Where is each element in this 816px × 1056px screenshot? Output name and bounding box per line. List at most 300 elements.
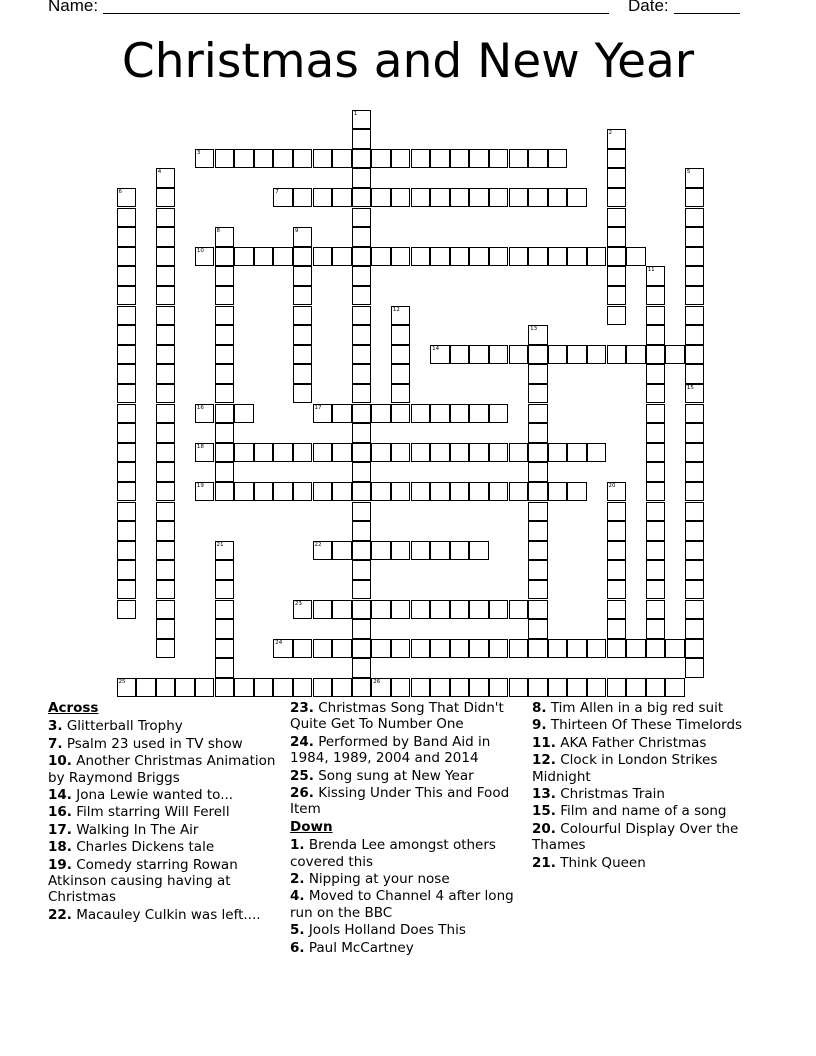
grid-cell[interactable] xyxy=(215,619,235,639)
grid-cell[interactable] xyxy=(685,384,705,404)
grid-cell[interactable] xyxy=(411,247,431,267)
grid-cell[interactable] xyxy=(646,678,666,698)
grid-cell[interactable] xyxy=(685,521,705,541)
grid-cell[interactable] xyxy=(156,600,176,620)
grid-cell[interactable] xyxy=(352,639,372,659)
grid-cell[interactable] xyxy=(156,247,176,267)
grid-cell[interactable] xyxy=(117,580,137,600)
grid-cell[interactable] xyxy=(450,600,470,620)
grid-cell[interactable] xyxy=(352,286,372,306)
grid-cell[interactable] xyxy=(234,247,254,267)
grid-cell[interactable] xyxy=(215,364,235,384)
grid-cell[interactable] xyxy=(352,227,372,247)
grid-cell[interactable] xyxy=(685,364,705,384)
grid-cell[interactable] xyxy=(195,482,215,502)
grid-cell[interactable] xyxy=(430,482,450,502)
grid-cell[interactable] xyxy=(215,462,235,482)
grid-cell[interactable] xyxy=(175,678,195,698)
grid-cell[interactable] xyxy=(646,619,666,639)
grid-cell[interactable] xyxy=(156,580,176,600)
grid-cell[interactable] xyxy=(607,188,627,208)
grid-cell[interactable] xyxy=(646,443,666,463)
grid-cell[interactable] xyxy=(509,600,529,620)
grid-cell[interactable] xyxy=(117,247,137,267)
grid-cell[interactable] xyxy=(156,208,176,228)
grid-cell[interactable] xyxy=(215,227,235,247)
grid-cell[interactable] xyxy=(332,541,352,561)
grid-cell[interactable] xyxy=(469,639,489,659)
grid-cell[interactable] xyxy=(156,521,176,541)
grid-cell[interactable] xyxy=(352,521,372,541)
grid-cell[interactable] xyxy=(685,168,705,188)
grid-cell[interactable] xyxy=(469,482,489,502)
grid-cell[interactable] xyxy=(215,443,235,463)
grid-cell[interactable] xyxy=(293,188,313,208)
grid-cell[interactable] xyxy=(332,482,352,502)
grid-cell[interactable] xyxy=(528,247,548,267)
grid-cell[interactable] xyxy=(528,482,548,502)
grid-cell[interactable] xyxy=(352,443,372,463)
grid-cell[interactable] xyxy=(685,286,705,306)
grid-cell[interactable] xyxy=(195,404,215,424)
grid-cell[interactable] xyxy=(430,541,450,561)
grid-cell[interactable] xyxy=(430,404,450,424)
grid-cell[interactable] xyxy=(352,462,372,482)
grid-cell[interactable] xyxy=(156,560,176,580)
grid-cell[interactable] xyxy=(293,266,313,286)
grid-cell[interactable] xyxy=(293,482,313,502)
grid-cell[interactable] xyxy=(430,188,450,208)
grid-cell[interactable] xyxy=(646,384,666,404)
grid-cell[interactable] xyxy=(293,325,313,345)
grid-cell[interactable] xyxy=(371,188,391,208)
grid-cell[interactable] xyxy=(313,247,333,267)
grid-cell[interactable] xyxy=(607,678,627,698)
grid-cell[interactable] xyxy=(352,129,372,149)
grid-cell[interactable] xyxy=(567,639,587,659)
grid-cell[interactable] xyxy=(215,325,235,345)
grid-cell[interactable] xyxy=(313,482,333,502)
grid-cell[interactable] xyxy=(646,286,666,306)
grid-cell[interactable] xyxy=(293,384,313,404)
grid-cell[interactable] xyxy=(646,639,666,659)
grid-cell[interactable] xyxy=(215,286,235,306)
grid-cell[interactable] xyxy=(215,266,235,286)
grid-cell[interactable] xyxy=(450,188,470,208)
grid-cell[interactable] xyxy=(371,541,391,561)
grid-cell[interactable] xyxy=(332,149,352,169)
grid-cell[interactable] xyxy=(117,325,137,345)
grid-cell[interactable] xyxy=(117,423,137,443)
grid-cell[interactable] xyxy=(509,443,529,463)
grid-cell[interactable] xyxy=(665,639,685,659)
grid-cell[interactable] xyxy=(607,482,627,502)
grid-cell[interactable] xyxy=(411,639,431,659)
grid-cell[interactable] xyxy=(234,404,254,424)
grid-cell[interactable] xyxy=(117,364,137,384)
grid-cell[interactable] xyxy=(352,345,372,365)
grid-cell[interactable] xyxy=(509,149,529,169)
grid-cell[interactable] xyxy=(352,600,372,620)
grid-cell[interactable] xyxy=(117,227,137,247)
grid-cell[interactable] xyxy=(685,482,705,502)
grid-cell[interactable] xyxy=(607,227,627,247)
grid-cell[interactable] xyxy=(528,580,548,600)
grid-cell[interactable] xyxy=(215,580,235,600)
grid-cell[interactable] xyxy=(371,600,391,620)
grid-cell[interactable] xyxy=(313,639,333,659)
grid-cell[interactable] xyxy=(117,521,137,541)
grid-cell[interactable] xyxy=(293,306,313,326)
grid-cell[interactable] xyxy=(352,423,372,443)
grid-cell[interactable] xyxy=(411,188,431,208)
grid-cell[interactable] xyxy=(646,345,666,365)
grid-cell[interactable] xyxy=(450,404,470,424)
grid-cell[interactable] xyxy=(646,364,666,384)
grid-cell[interactable] xyxy=(509,188,529,208)
grid-cell[interactable] xyxy=(489,482,509,502)
grid-cell[interactable] xyxy=(646,560,666,580)
grid-cell[interactable] xyxy=(156,404,176,424)
grid-cell[interactable] xyxy=(117,266,137,286)
grid-cell[interactable] xyxy=(548,188,568,208)
grid-cell[interactable] xyxy=(469,247,489,267)
grid-cell[interactable] xyxy=(293,149,313,169)
grid-cell[interactable] xyxy=(528,560,548,580)
grid-cell[interactable] xyxy=(450,345,470,365)
grid-cell[interactable] xyxy=(607,541,627,561)
grid-cell[interactable] xyxy=(391,149,411,169)
grid-cell[interactable] xyxy=(469,541,489,561)
grid-cell[interactable] xyxy=(567,345,587,365)
grid-cell[interactable] xyxy=(548,345,568,365)
grid-cell[interactable] xyxy=(293,600,313,620)
grid-cell[interactable] xyxy=(215,639,235,659)
grid-cell[interactable] xyxy=(352,560,372,580)
grid-cell[interactable] xyxy=(391,364,411,384)
grid-cell[interactable] xyxy=(646,541,666,561)
grid-cell[interactable] xyxy=(469,188,489,208)
grid-cell[interactable] xyxy=(646,404,666,424)
grid-cell[interactable] xyxy=(450,541,470,561)
grid-cell[interactable] xyxy=(332,600,352,620)
grid-cell[interactable] xyxy=(685,227,705,247)
grid-cell[interactable] xyxy=(646,600,666,620)
grid-cell[interactable] xyxy=(313,149,333,169)
grid-cell[interactable] xyxy=(646,423,666,443)
grid-cell[interactable] xyxy=(117,188,137,208)
grid-cell[interactable] xyxy=(528,462,548,482)
grid-cell[interactable] xyxy=(509,678,529,698)
grid-cell[interactable] xyxy=(391,306,411,326)
grid-cell[interactable] xyxy=(548,482,568,502)
grid-cell[interactable] xyxy=(391,639,411,659)
grid-cell[interactable] xyxy=(215,404,235,424)
grid-cell[interactable] xyxy=(646,462,666,482)
grid-cell[interactable] xyxy=(685,208,705,228)
grid-cell[interactable] xyxy=(411,541,431,561)
grid-cell[interactable] xyxy=(626,639,646,659)
grid-cell[interactable] xyxy=(215,560,235,580)
grid-cell[interactable] xyxy=(156,188,176,208)
grid-cell[interactable] xyxy=(156,345,176,365)
grid-cell[interactable] xyxy=(391,600,411,620)
grid-cell[interactable] xyxy=(548,149,568,169)
grid-cell[interactable] xyxy=(509,482,529,502)
grid-cell[interactable] xyxy=(567,247,587,267)
grid-cell[interactable] xyxy=(430,149,450,169)
grid-cell[interactable] xyxy=(509,247,529,267)
grid-cell[interactable] xyxy=(567,482,587,502)
grid-cell[interactable] xyxy=(430,443,450,463)
grid-cell[interactable] xyxy=(430,639,450,659)
grid-cell[interactable] xyxy=(215,345,235,365)
grid-cell[interactable] xyxy=(607,560,627,580)
grid-cell[interactable] xyxy=(156,482,176,502)
grid-cell[interactable] xyxy=(469,678,489,698)
grid-cell[interactable] xyxy=(607,521,627,541)
grid-cell[interactable] xyxy=(156,227,176,247)
grid-cell[interactable] xyxy=(430,247,450,267)
grid-cell[interactable] xyxy=(352,384,372,404)
grid-cell[interactable] xyxy=(469,443,489,463)
grid-cell[interactable] xyxy=(352,168,372,188)
grid-cell[interactable] xyxy=(626,678,646,698)
grid-cell[interactable] xyxy=(685,619,705,639)
grid-cell[interactable] xyxy=(293,364,313,384)
grid-cell[interactable] xyxy=(607,168,627,188)
grid-cell[interactable] xyxy=(548,247,568,267)
grid-cell[interactable] xyxy=(332,639,352,659)
grid-cell[interactable] xyxy=(195,247,215,267)
grid-cell[interactable] xyxy=(273,482,293,502)
grid-cell[interactable] xyxy=(352,306,372,326)
grid-cell[interactable] xyxy=(567,678,587,698)
grid-cell[interactable] xyxy=(117,345,137,365)
grid-cell[interactable] xyxy=(450,639,470,659)
grid-cell[interactable] xyxy=(509,639,529,659)
grid-cell[interactable] xyxy=(646,482,666,502)
grid-cell[interactable] xyxy=(156,423,176,443)
grid-cell[interactable] xyxy=(528,521,548,541)
grid-cell[interactable] xyxy=(195,678,215,698)
grid-cell[interactable] xyxy=(313,541,333,561)
grid-cell[interactable] xyxy=(273,639,293,659)
grid-cell[interactable] xyxy=(646,521,666,541)
grid-cell[interactable] xyxy=(587,247,607,267)
grid-cell[interactable] xyxy=(685,325,705,345)
grid-cell[interactable] xyxy=(607,129,627,149)
grid-cell[interactable] xyxy=(430,678,450,698)
grid-cell[interactable] xyxy=(391,482,411,502)
grid-cell[interactable] xyxy=(117,404,137,424)
grid-cell[interactable] xyxy=(685,443,705,463)
grid-cell[interactable] xyxy=(391,404,411,424)
grid-cell[interactable] xyxy=(156,502,176,522)
grid-cell[interactable] xyxy=(391,443,411,463)
grid-cell[interactable] xyxy=(313,443,333,463)
grid-cell[interactable] xyxy=(332,443,352,463)
grid-cell[interactable] xyxy=(215,541,235,561)
grid-cell[interactable] xyxy=(352,619,372,639)
grid-cell[interactable] xyxy=(371,247,391,267)
grid-cell[interactable] xyxy=(391,345,411,365)
grid-cell[interactable] xyxy=(117,208,137,228)
grid-cell[interactable] xyxy=(293,639,313,659)
grid-cell[interactable] xyxy=(626,247,646,267)
grid-cell[interactable] xyxy=(528,345,548,365)
grid-cell[interactable] xyxy=(234,678,254,698)
grid-cell[interactable] xyxy=(136,678,156,698)
grid-cell[interactable] xyxy=(528,423,548,443)
grid-cell[interactable] xyxy=(254,247,274,267)
grid-cell[interactable] xyxy=(685,639,705,659)
grid-cell[interactable] xyxy=(352,188,372,208)
grid-cell[interactable] xyxy=(313,600,333,620)
grid-cell[interactable] xyxy=(528,384,548,404)
grid-cell[interactable] xyxy=(391,188,411,208)
grid-cell[interactable] xyxy=(685,404,705,424)
grid-cell[interactable] xyxy=(117,600,137,620)
grid-cell[interactable] xyxy=(117,306,137,326)
grid-cell[interactable] xyxy=(332,188,352,208)
grid-cell[interactable] xyxy=(293,227,313,247)
grid-cell[interactable] xyxy=(411,404,431,424)
grid-cell[interactable] xyxy=(469,600,489,620)
grid-cell[interactable] xyxy=(607,502,627,522)
grid-cell[interactable] xyxy=(430,600,450,620)
grid-cell[interactable] xyxy=(371,678,391,698)
grid-cell[interactable] xyxy=(430,345,450,365)
grid-cell[interactable] xyxy=(450,678,470,698)
grid-cell[interactable] xyxy=(313,678,333,698)
grid-cell[interactable] xyxy=(528,404,548,424)
grid-cell[interactable] xyxy=(371,443,391,463)
grid-cell[interactable] xyxy=(156,639,176,659)
grid-cell[interactable] xyxy=(117,286,137,306)
grid-cell[interactable] xyxy=(156,384,176,404)
grid-cell[interactable] xyxy=(215,306,235,326)
grid-cell[interactable] xyxy=(156,678,176,698)
grid-cell[interactable] xyxy=(195,443,215,463)
grid-cell[interactable] xyxy=(450,247,470,267)
grid-cell[interactable] xyxy=(332,678,352,698)
grid-cell[interactable] xyxy=(352,482,372,502)
grid-cell[interactable] xyxy=(391,541,411,561)
grid-cell[interactable] xyxy=(607,247,627,267)
grid-cell[interactable] xyxy=(509,345,529,365)
grid-cell[interactable] xyxy=(626,345,646,365)
grid-cell[interactable] xyxy=(587,443,607,463)
grid-cell[interactable] xyxy=(685,541,705,561)
grid-cell[interactable] xyxy=(528,149,548,169)
grid-cell[interactable] xyxy=(156,168,176,188)
grid-cell[interactable] xyxy=(411,600,431,620)
grid-cell[interactable] xyxy=(117,384,137,404)
grid-cell[interactable] xyxy=(332,404,352,424)
grid-cell[interactable] xyxy=(450,443,470,463)
grid-cell[interactable] xyxy=(156,325,176,345)
grid-cell[interactable] xyxy=(469,404,489,424)
grid-cell[interactable] xyxy=(685,560,705,580)
grid-cell[interactable] xyxy=(371,404,391,424)
grid-cell[interactable] xyxy=(273,149,293,169)
grid-cell[interactable] xyxy=(411,443,431,463)
grid-cell[interactable] xyxy=(117,462,137,482)
grid-cell[interactable] xyxy=(352,247,372,267)
grid-cell[interactable] xyxy=(117,482,137,502)
grid-cell[interactable] xyxy=(254,482,274,502)
grid-cell[interactable] xyxy=(685,658,705,678)
grid-cell[interactable] xyxy=(254,443,274,463)
grid-cell[interactable] xyxy=(117,502,137,522)
grid-cell[interactable] xyxy=(607,639,627,659)
grid-cell[interactable] xyxy=(352,658,372,678)
grid-cell[interactable] xyxy=(156,443,176,463)
grid-cell[interactable] xyxy=(646,502,666,522)
grid-cell[interactable] xyxy=(293,443,313,463)
grid-cell[interactable] xyxy=(215,600,235,620)
grid-cell[interactable] xyxy=(450,149,470,169)
grid-cell[interactable] xyxy=(293,247,313,267)
grid-cell[interactable] xyxy=(352,208,372,228)
grid-cell[interactable] xyxy=(391,247,411,267)
grid-cell[interactable] xyxy=(391,325,411,345)
grid-cell[interactable] xyxy=(489,600,509,620)
grid-cell[interactable] xyxy=(371,149,391,169)
grid-cell[interactable] xyxy=(156,541,176,561)
grid-cell[interactable] xyxy=(352,364,372,384)
grid-cell[interactable] xyxy=(352,110,372,130)
grid-cell[interactable] xyxy=(273,247,293,267)
grid-cell[interactable] xyxy=(117,560,137,580)
grid-cell[interactable] xyxy=(607,149,627,169)
grid-cell[interactable] xyxy=(273,443,293,463)
grid-cell[interactable] xyxy=(587,678,607,698)
grid-cell[interactable] xyxy=(215,678,235,698)
grid-cell[interactable] xyxy=(391,678,411,698)
grid-cell[interactable] xyxy=(489,149,509,169)
grid-cell[interactable] xyxy=(156,266,176,286)
grid-cell[interactable] xyxy=(587,345,607,365)
grid-cell[interactable] xyxy=(469,149,489,169)
grid-cell[interactable] xyxy=(117,541,137,561)
grid-cell[interactable] xyxy=(352,678,372,698)
grid-cell[interactable] xyxy=(156,619,176,639)
grid-cell[interactable] xyxy=(352,266,372,286)
grid-cell[interactable] xyxy=(234,482,254,502)
grid-cell[interactable] xyxy=(352,149,372,169)
grid-cell[interactable] xyxy=(607,266,627,286)
grid-cell[interactable] xyxy=(685,600,705,620)
grid-cell[interactable] xyxy=(685,306,705,326)
grid-cell[interactable] xyxy=(156,286,176,306)
grid-cell[interactable] xyxy=(567,188,587,208)
grid-cell[interactable] xyxy=(489,188,509,208)
grid-cell[interactable] xyxy=(450,482,470,502)
grid-cell[interactable] xyxy=(607,345,627,365)
grid-cell[interactable] xyxy=(489,678,509,698)
grid-cell[interactable] xyxy=(528,639,548,659)
grid-cell[interactable] xyxy=(156,364,176,384)
grid-cell[interactable] xyxy=(313,188,333,208)
grid-cell[interactable] xyxy=(215,423,235,443)
grid-cell[interactable] xyxy=(528,502,548,522)
grid-cell[interactable] xyxy=(607,619,627,639)
grid-cell[interactable] xyxy=(607,208,627,228)
grid-cell[interactable] xyxy=(273,678,293,698)
grid-cell[interactable] xyxy=(156,462,176,482)
